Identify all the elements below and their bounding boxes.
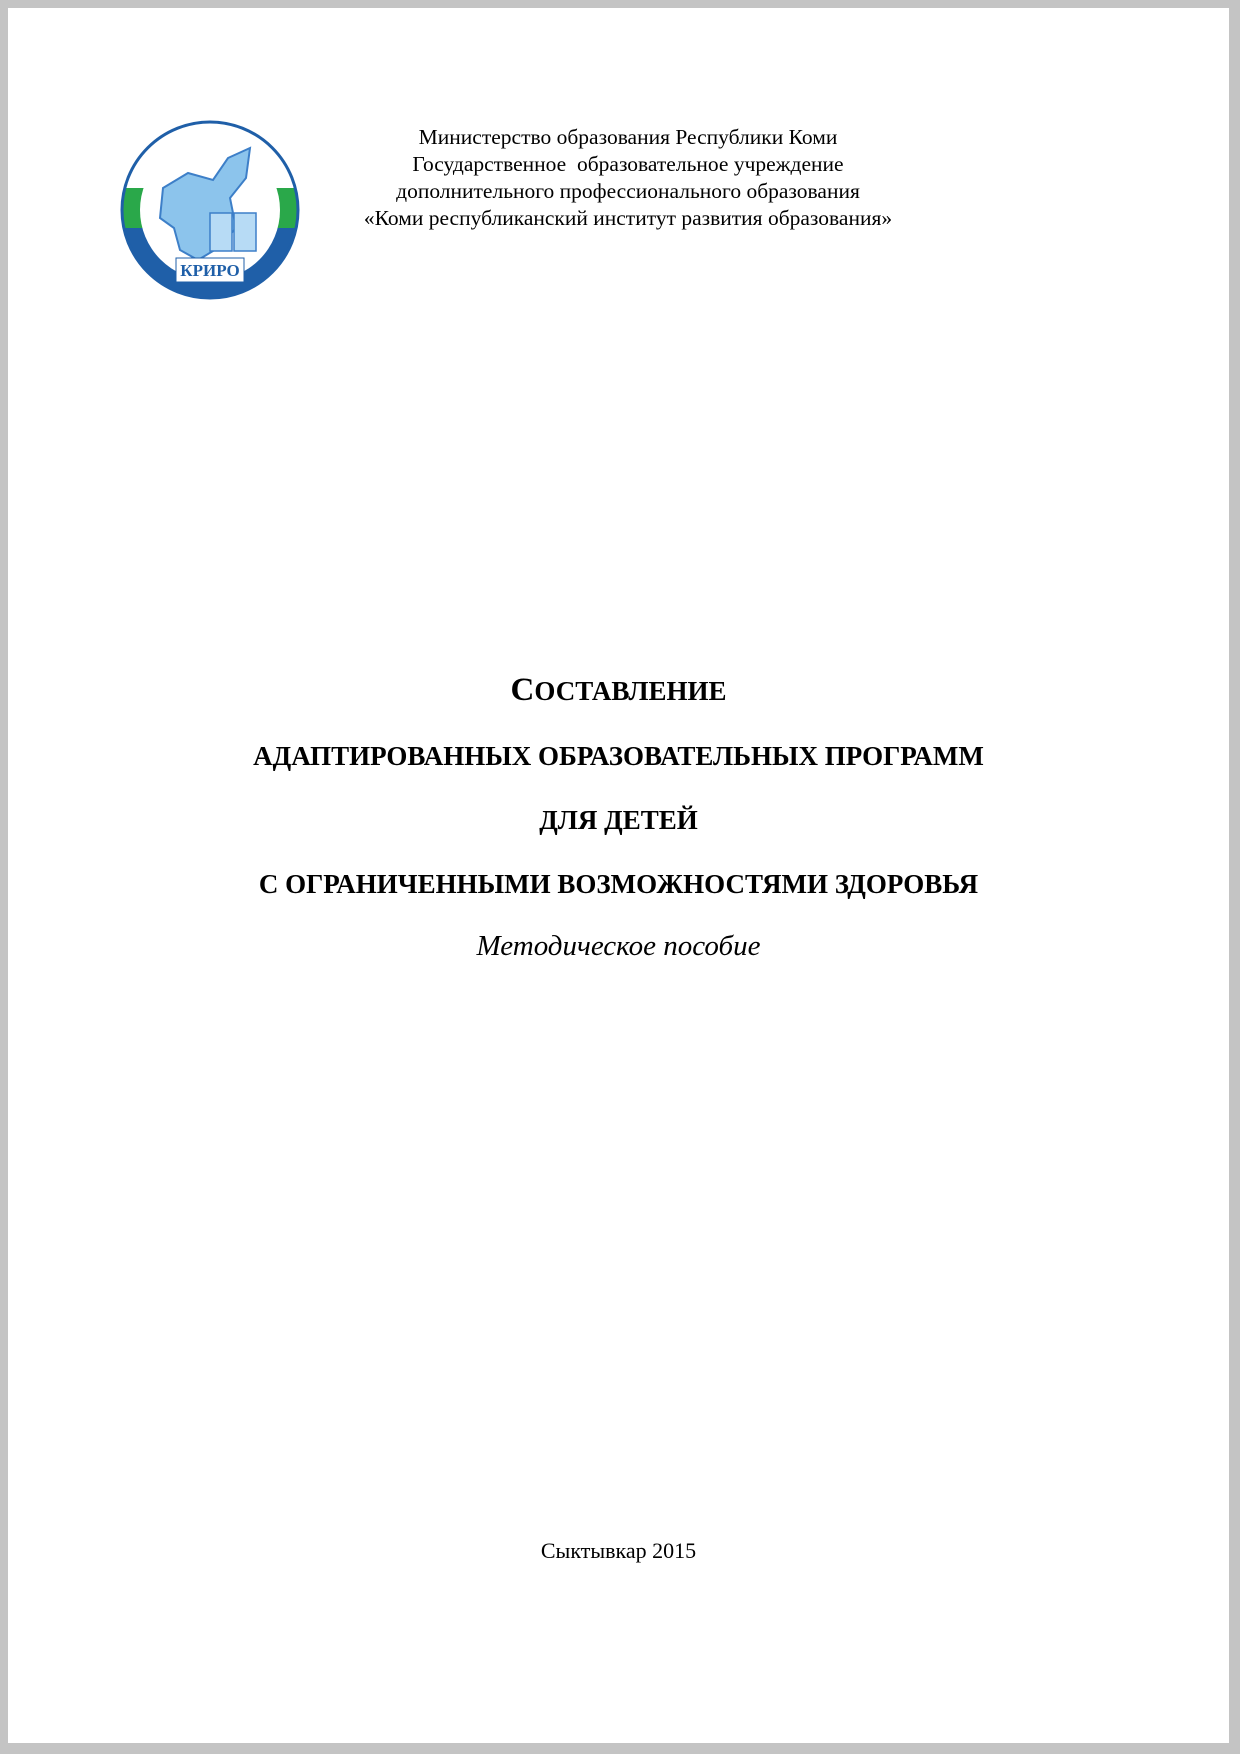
title-line-1 bbox=[8, 672, 1229, 709]
header-line-education-type: дополнительного профессионального образования bbox=[396, 179, 860, 203]
title-line-3: ДЛЯ ДЕТЕЙ bbox=[539, 805, 698, 835]
title-line-4: С ОГРАНИЧЕННЫМИ ВОЗМОЖНОСТЯМИ ЗДОРОВЬЯ bbox=[258, 869, 979, 899]
title-line-2: АДАПТИРОВАННЫХ ОБРАЗОВАТЕЛЬНЫХ ПРОГРАММ bbox=[253, 741, 984, 771]
title-initial: С bbox=[510, 672, 535, 708]
place-year: Сыктывкар 2015 bbox=[540, 1538, 697, 1563]
header-line-institution-type: Государственное образовательное учреждение bbox=[412, 152, 844, 176]
subtitle: Методическое пособие bbox=[476, 930, 761, 962]
header-line-ministry: Министерство образования Республики Коми bbox=[418, 125, 838, 149]
header-line-institution-name: «Коми республиканский институт развития образования» bbox=[363, 206, 893, 230]
document-page bbox=[8, 8, 1229, 1743]
institution-header bbox=[308, 124, 948, 232]
kriro-logo bbox=[118, 118, 302, 302]
svg-text:КРИРО: КРИРО bbox=[180, 261, 240, 280]
title-rest: ОСТАВЛЕНИЕ bbox=[534, 676, 727, 706]
